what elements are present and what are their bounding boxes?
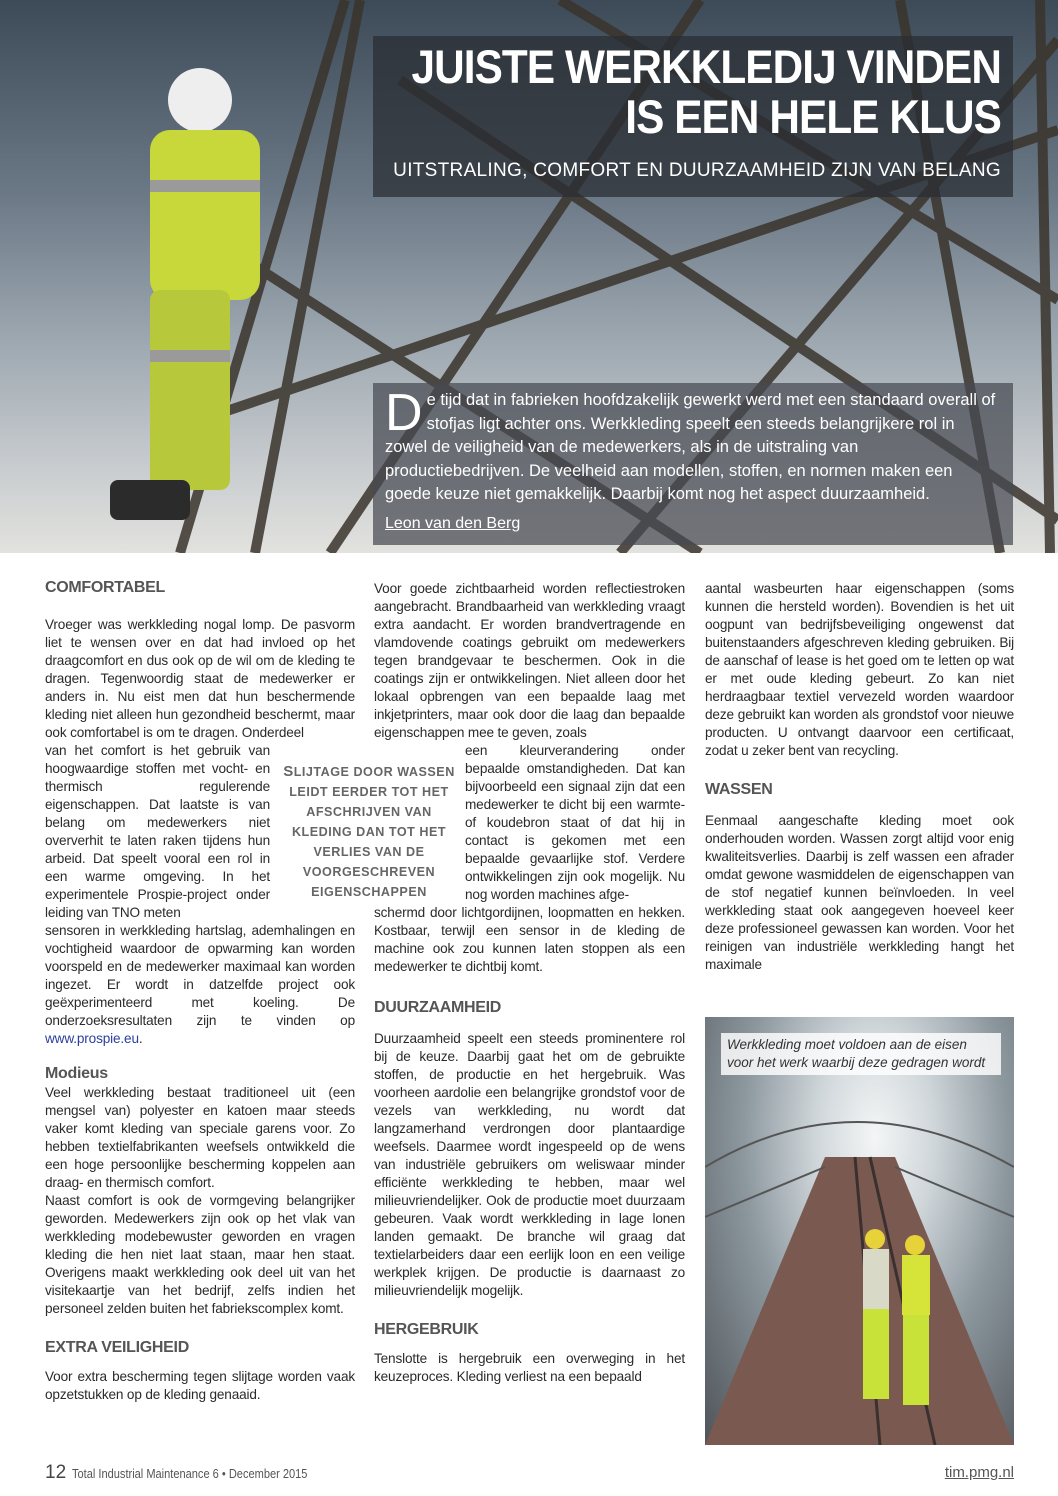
paragraph: Vroeger was werkkleding nogal lomp. De pasvorm liet te wensen over en dat had invloed op het draagcomfort en dus ook op de wil om de kleding te dragen. Tegenwoordig staat de medewerker er anders in. Nu eist men dat hun beschermende kleding niet alleen hun gezondheid beschermt, maar ook comfortabel is om te dragen. Onderdeel xyxy=(45,617,355,740)
pull-quote-initial: S xyxy=(283,763,294,780)
magazine-issue: Total Industrial Maintenance 6 • December 2015 xyxy=(72,1466,308,1481)
paragraph-narrow: een kleurverandering onder bepaalde omstandigheden. Dat kan bijvoorbeeld een signaal zijn dat een medewerker te dicht bij een warmte- of koudebron staat of dat hij in contact is gekomen met een bepaalde gevaarlijke stof. Verdere ontwikkelingen zijn ook mogelijk. Nu nog worden machines afge- xyxy=(465,743,685,902)
paragraph-text: sensoren in werkkleding hartslag, ademhalingen en vochtigheid waardoor de opwarming kan worden voorspeld en de medewerker maximaal kan worden ingezet. Er wordt in datzelfde project ook geëxperimenteerd met koeling. De onderzoeksresultaten zijn te vinden op xyxy=(45,923,355,1028)
tunnel-illustration xyxy=(705,1017,1014,1445)
paragraph: Voor extra bescherming tegen slijtage worden vaak opzetstukken op de kleding genaaid. xyxy=(45,1369,355,1402)
pull-quote-text: LIJTAGE DOOR WASSEN LEIDT EERDER TOT HET AFSCHRIJVEN VAN KLEDING DAN TOT HET VERLIES VAN DE VOORGESCHREVEN EIGENSCHAPPEN xyxy=(289,765,455,899)
intro-box xyxy=(373,383,1013,545)
hero-photo xyxy=(0,0,1058,553)
paragraph: Veel werkkleding bestaat traditioneel uit (een mengsel van) polyester en katoen maar steeds vaker komt kleding van speciale garens voor. Zo hebben textielfabrikanten weefsels ontwikkeld die een hoge persoonlijke bescherming koppelen aan draag- en thermisch comfort. xyxy=(45,1085,355,1190)
title-line-1: JUISTE WERKKLEDIJ VINDEN xyxy=(411,40,1001,93)
paragraph: Naast comfort is ook de vormgeving belangrijker geworden. Medewerkers zijn ook op het vlak van werkkleding modebewuster geworden en vragen kleding die hen niet laat staan, maar hen staat. Overigens maakt werkkleding ook deel uit van het visitekaartje van het bedrijf, zelfs indien het personeel zelden buiten het fabriekscomplex komt. xyxy=(45,1193,355,1316)
paragraph: Voor goede zichtbaarheid worden reflectiestroken aangebracht. Brandbaarheid van werkkleding vraagt extra aandacht. Er worden brandvertragende en vlamdovende coatings gebruikt om medewerkers tegen brandgevaar te beschermen. Ook in die coatings zijn er ontwikkelingen. Niet alleen door het lokaal opbrengen van een bepaalde laag met inkjetprinters, maar ook door die laag dan bepaalde eigenschappen mee te geven, zoals xyxy=(374,581,685,740)
author-link[interactable]: Leon van den Berg xyxy=(385,514,521,532)
drop-cap: D xyxy=(385,384,423,442)
heading-modieus: Modieus xyxy=(45,1065,108,1082)
heading-hergebruik: HERGEBRUIK xyxy=(374,1321,479,1338)
paragraph: aantal wasbeurten haar eigenschappen (soms kunnen die hersteld worden). Bovendien is het uit oogpunt van bedrijfsbeveiliging ongewenst dat buitenstaanders afgeschreven kleding gebruiken. Bij de aanschaf of lease is het goed om te letten op wat er met oude kleding gebeurt. Zo kan niet herdraagbaar textiel vervezeld worden waardoor deze gebruikt kan worden als grondstof voor nieuwe producten. U ontvangt daarvoor een certificaat, zodat u zeker bent van recycling. xyxy=(705,581,1014,758)
paragraph-narrow xyxy=(45,742,455,922)
photo-caption: Werkkleding moet voldoen aan de eisen voor het werk waarbij deze gedragen wordt xyxy=(721,1033,1001,1075)
paragraph: Tenslotte is hergebruik een overweging in het keuzeproces. Kleding verliest na een bepaald xyxy=(374,1351,685,1384)
page-number: 12 xyxy=(45,1462,67,1483)
paragraph: sensoren in werkkleding hartslag, ademhalingen en vochtigheid waardoor de opwarming kan worden voorspeld en de medewerker maximaal kan worden ingezet. Er wordt in datzelfde project ook geëxperimenteerd met koeling. De onderzoeksresultaten zijn te vinden op www.prospie.eu. xyxy=(45,923,355,1046)
title-box xyxy=(373,36,1013,197)
website-link[interactable]: tim.pmg.nl xyxy=(944,1464,1014,1481)
subtitle: UITSTRALING, COMFORT EN DUURZAAMHEID ZIJN VAN BELANG xyxy=(393,160,1001,181)
column-3 xyxy=(705,580,1014,974)
page-title xyxy=(412,42,1001,142)
paragraph-text: van het comfort is het gebruik van hoogwaardige stoffen met vocht- en thermisch regulerende eigenschappen. Dat laatste is van belang om medewerkers niet oververhit te laten raken tijdens hun arbeid. Dat speelt vooral een rol in een warme omgeving. In het experimentele Prospie-project onder leiding van TNO meten xyxy=(45,743,270,920)
worker-figure xyxy=(110,68,260,520)
heading-wassen: WASSEN xyxy=(705,781,773,798)
intro-text xyxy=(385,384,1001,507)
heading-comfortabel: COMFORTABEL xyxy=(45,579,165,596)
paragraph: schermd door lichtgordijnen, loopmatten en hekken. Kostbaar, terwijl een sensor in de kleding de machine ook zou kunnen laten stoppen als een medewerker te dichtbij komt. xyxy=(374,905,685,974)
title-line-2: IS EEN HELE KLUS xyxy=(625,90,1001,143)
intro-paragraph: e tijd dat in fabrieken hoofdzakelijk gewerkt werd met een standaard overall of stofjas ligt achter ons. Werkkleding speelt een steeds belangrijkere rol in zowel de veiligheid van de medewerkers, als in de uitstraling van productiebedrijven. De veelheid aan modellen, stoffen, en normen maken een goede keuze niet gemakkelijk. Daarbij komt nog het aspect duurzaamheid. xyxy=(385,391,996,503)
heading-extra-veiligheid: EXTRA VEILIGHEID xyxy=(45,1339,189,1356)
column-2 xyxy=(374,580,685,1386)
paragraph: Eenmaal aangeschafte kleding moet ook onderhouden worden. Wassen zorgt altijd voor enig kwaliteitsverlies. Daarbij is zelf wassen een afrader omdat gewone wasmiddelen de eigenschappen van de stof negatief kunnen beïnvloeden. In veel werkkleding staat ook aangegeven hoeveel keer deze professioneel gewassen kan worden. Voor het reinigen van industriële werkkleding hangt het maximale xyxy=(705,813,1014,972)
tunnel-photo xyxy=(705,1017,1014,1445)
paragraph: Duurzaamheid speelt een steeds prominentere rol bij de keuze. Daarbij gaat het om de gebruikte stoffen, de productie en het hergebruik. Was voorheen aardolie een belangrijke grondstof voor de vezels van werkkleding, nu wordt dat langzamerhand verdrongen door plantaardige weefsels. Daarmee wordt ingespeeld op de wens van industriële gebruikers om weliswaar minder efficiënte werkkleding te hebben, maar wel milieuvriendelijker. Ook de productie moet duurzaam gebeuren. Vaak wordt werkkleding in lage lonen landen gemaakt. De branche wil graag dat textielarbeiders daar een eerlijk loon en een veilige werkplek krijgen. De productie is daarnaast zo milieuvriendelijk mogelijk. xyxy=(374,1031,685,1298)
heading-duurzaamheid: DUURZAAMHEID xyxy=(374,999,502,1016)
prospie-link[interactable]: www.prospie.eu xyxy=(45,1031,139,1046)
